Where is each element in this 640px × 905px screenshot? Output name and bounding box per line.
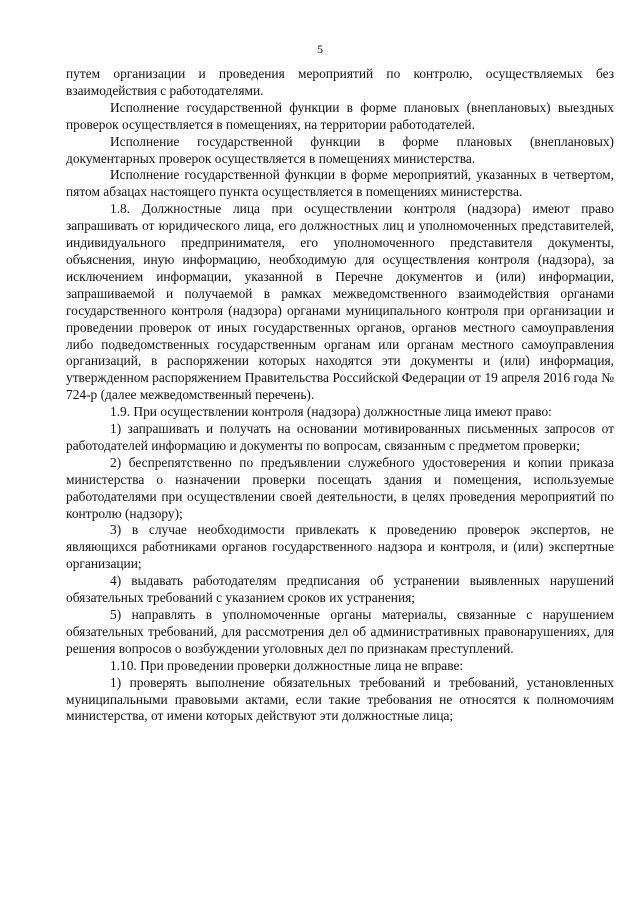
paragraph-continuation: путем организации и проведения мероприятий по контролю, осуществляемых без взаимодействия с работодателями. xyxy=(66,66,614,98)
list-item-1-9-4: 4) выдавать работодателям предписания об устранении выявленных нарушений обязательных требований с указанием сроков их устранения; xyxy=(66,573,614,606)
document-body xyxy=(66,66,614,725)
paragraph-1-10: 1.10. При проведении проверки должностные лица не вправе: xyxy=(110,657,464,673)
list-item-1-9-1: 1) запрашивать и получать на основании мотивированных письменных запросов от работодателей информацию и документы по вопросам, связанным с предметом проверки; xyxy=(66,421,614,453)
paragraph-documentary-inspections: Исполнение государственной функции в форме плановых (внеплановых) документарных проверок осуществляется в помещениях министерства. xyxy=(66,133,614,166)
list-item-1-9-2: 2) беспрепятственно по предъявлении служебного удостоверения и копии приказа министерства о назначении проверки посещать здания и помещения, используемые работодателями при осуществлении своей деятельности, в целях проведения мероприятий по контролю (надзору); xyxy=(66,454,614,521)
paragraph-1-8: 1.8. Должностные лица при осуществлении контроля (надзора) имеют право запрашивать от юридического лица, его должностных лиц и уполномоченных представителей, индивидуального предпринимателя, его уполномоченного представителя документы, объяснения, иную информацию, необходимую для осуществления контроля (надзора), за исключением информации, указанной в Перечне документов и (или) информации, запрашиваемой и получаемой в рамках межведомственного взаимодействия органами государственного контроля (надзора) органами муниципального контроля при организации и проведении проверок от иных государственных органов, органов местного самоуправления либо подведомственных государственным органам или органам местного самоуправления организаций, в распоряжении которых находятся эти документы и (или) информация, утвержденном распоряжением Правительства Российской Федерации от 19 апреля 2016 года № 724-р (далее межведомственный перечень). xyxy=(66,201,614,403)
paragraph-onsite-inspections: Исполнение государственной функции в форме плановых (внеплановых) выездных проверок осуществляется в помещениях, на территории работодателей. xyxy=(66,99,614,132)
list-item-1-9-5: 5) направлять в уполномоченные органы материалы, связанные с нарушением обязательных требований, для рассмотрения дел об административных правонарушениях, для решения вопросов о возбуждении уголовных дел по признакам преступлений. xyxy=(66,607,614,656)
page-number: 5 xyxy=(317,42,323,56)
list-item-1-9-3: 3) в случае необходимости привлекать к проведению проверок экспертов, не являющихся работниками органов государственного надзора и контроля, и (или) экспертные организации; xyxy=(66,522,614,572)
paragraph-control-measures: Исполнение государственной функции в форме мероприятий, указанных в четвертом, пятом абзацах настоящего пункта осуществляется в помещениях министерства. xyxy=(66,167,614,200)
list-item-1-10-1: 1) проверять выполнение обязательных требований и требований, установленных муниципальными правовыми актами, если такие требования не относятся к полномочиям министерства, от имени которых действуют эти должностные лица; xyxy=(66,674,614,724)
paragraph-1-9: 1.9. При осуществлении контроля (надзора) должностные лица имеют право: xyxy=(110,404,552,420)
